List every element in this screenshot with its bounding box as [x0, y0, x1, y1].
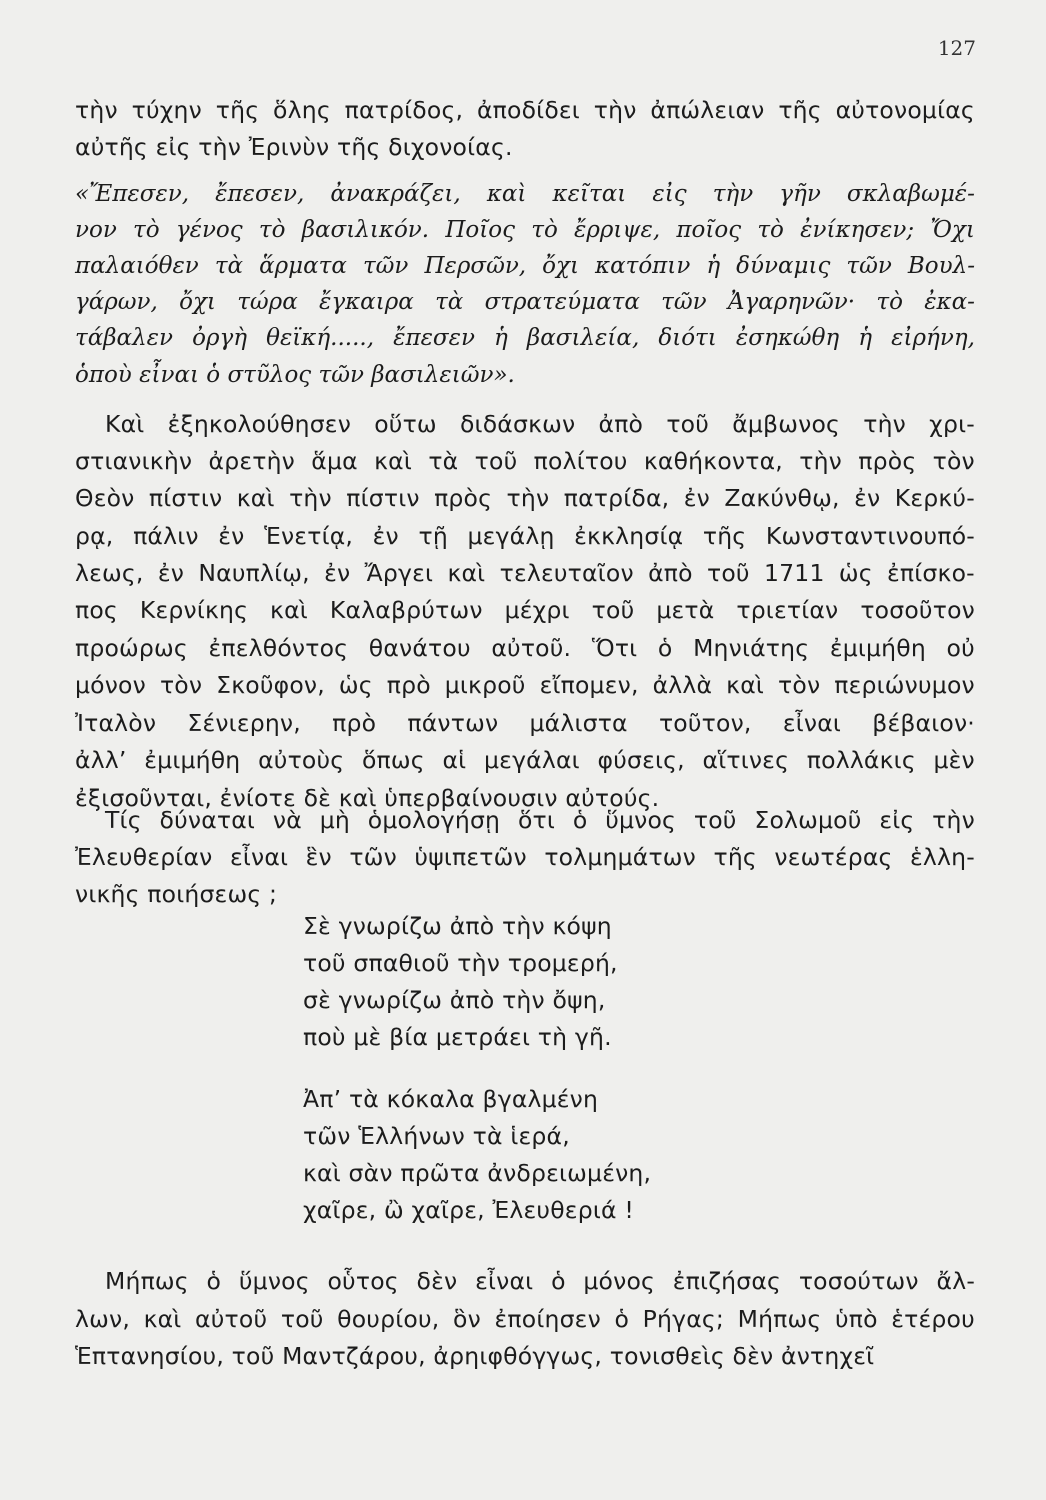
para2-line: Καὶ ἐξηκολούθησεν οὕτω διδάσκων ἀπὸ τοῦ ἄμβωνος τὴν χρι- — [105, 410, 975, 438]
para1-line: αὐτῆς εἰς τὴν Ἐρινὺν τῆς διχονοίας. — [75, 133, 513, 161]
stanza2-line: καὶ σὰν πρῶτα ἀνδρειωμένη, — [303, 1159, 652, 1187]
page-number: 127 — [937, 36, 976, 60]
stanza2-line: τῶν Ἑλλήνων τὰ ἱερά, — [303, 1122, 570, 1150]
para3-line: νικῆς ποιήσεως ; — [75, 880, 278, 908]
quote-line: παλαιόθεν τὰ ἅρματα τῶν Περσῶν, ὄχι κατόπιν ἡ δύναμις τῶν Βουλ- — [75, 253, 975, 279]
stanza1-line: τοῦ σπαθιοῦ τὴν τρομερή, — [303, 949, 618, 977]
para3-line: Τίς δύναται νὰ μὴ ὁμολογήσῃ ὅτι ὁ ὕμνος τοῦ Σολωμοῦ εἰς τὴν — [105, 806, 975, 834]
stanza2-line: χαῖρε, ὢ χαῖρε, Ἐλευθεριά ! — [303, 1196, 634, 1224]
para2-line: Θεὸν πίστιν καὶ τὴν πίστιν πρὸς τὴν πατρίδα, ἐν Ζακύνθῳ, ἐν Κερκύ- — [75, 484, 975, 512]
para2-line: στιανικὴν ἀρετὴν ἅμα καὶ τὰ τοῦ πολίτου καθήκοντα, τὴν πρὸς τὸν — [75, 447, 975, 475]
para2-line: λεως, ἐν Ναυπλίῳ, ἐν Ἄργει καὶ τελευταῖον ἀπὸ τοῦ 1711 ὡς ἐπίσκο- — [75, 559, 975, 587]
stanza1-line: ποὺ μὲ βία μετράει τὴ γῆ. — [303, 1023, 612, 1051]
para4-line: λων, καὶ αὐτοῦ τοῦ θουρίου, ὃν ἐποίησεν ὁ Ρήγας; Μήπως ὑπὸ ἑτέρου — [75, 1305, 975, 1333]
para3-line: Ἐλευθερίαν εἶναι ἓν τῶν ὑψιπετῶν τολμημάτων τῆς νεωτέρας ἑλλη- — [75, 843, 975, 871]
para1-line: τὴν τύχην τῆς ὅλης πατρίδος, ἀποδίδει τὴν ἀπώλειαν τῆς αὐτονομίας — [75, 96, 975, 124]
stanza1-line: Σὲ γνωρίζω ἀπὸ τὴν κόψη — [303, 912, 612, 940]
para2-line: ἐξισοῦνται, ἐνίοτε δὲ καὶ ὑπερβαίνουσιν αὐτούς. — [75, 784, 660, 812]
quote-line: ὁποὺ εἶναι ὁ στῦλος τῶν βασιλειῶν». — [75, 362, 515, 388]
para2-line: Ἰταλὸν Σένιερην, πρὸ πάντων μάλιστα τοῦτον, εἶναι βέβαιον· — [75, 709, 975, 737]
para2-line: πος Κερνίκης καὶ Καλαβρύτων μέχρι τοῦ μετὰ τριετίαν τοσοῦτον — [75, 596, 975, 624]
quote-line: τάβαλεν ὀργὴ θεϊκή....., ἔπεσεν ἡ βασιλεία, διότι ἐσηκώθη ἡ εἰρήνη, — [75, 325, 975, 351]
para4-line: Μήπως ὁ ὕμνος οὗτος δὲν εἶναι ὁ μόνος ἐπιζήσας τοσούτων ἄλ- — [105, 1267, 975, 1295]
para2-line: μόνον τὸν Σκοῦφον, ὡς πρὸ μικροῦ εἴπομεν, ἀλλὰ καὶ τὸν περιώνυμον — [75, 671, 975, 699]
para4-line: Ἑπτανησίου, τοῦ Μαντζάρου, ἀρηιφθόγγως, τονισθεὶς δὲν ἀντηχεῖ — [75, 1342, 875, 1370]
quote-line: νον τὸ γένος τὸ βασιλικόν. Ποῖος τὸ ἔρριψε, ποῖος τὸ ἐνίκησεν; Ὄχι — [75, 217, 975, 243]
quote-line: γάρων, ὄχι τώρα ἔγκαιρα τὰ στρατεύματα τῶν Ἀγαρηνῶν· τὸ ἐκα- — [75, 289, 975, 315]
quote-line: «Ἔπεσεν, ἔπεσεν, ἀνακράζει, καὶ κεῖται εἰς τὴν γῆν σκλαβωμέ- — [75, 181, 975, 207]
para2-line: ἀλλ’ ἐμιμήθη αὐτοὺς ὅπως αἱ μεγάλαι φύσεις, αἵτινες πολλάκις μὲν — [75, 746, 975, 774]
para2-line: ρᾳ, πάλιν ἐν Ἑνετίᾳ, ἐν τῇ μεγάλῃ ἐκκλησίᾳ τῆς Κωνσταντινουπό- — [75, 522, 975, 550]
para2-line: προώρως ἐπελθόντος θανάτου αὐτοῦ. Ὅτι ὁ Μηνιάτης ἐμιμήθη οὐ — [75, 634, 975, 662]
stanza1-line: σὲ γνωρίζω ἀπὸ τὴν ὄψη, — [303, 986, 606, 1014]
stanza2-line: Ἀπ’ τὰ κόκαλα βγαλμένη — [303, 1085, 599, 1113]
